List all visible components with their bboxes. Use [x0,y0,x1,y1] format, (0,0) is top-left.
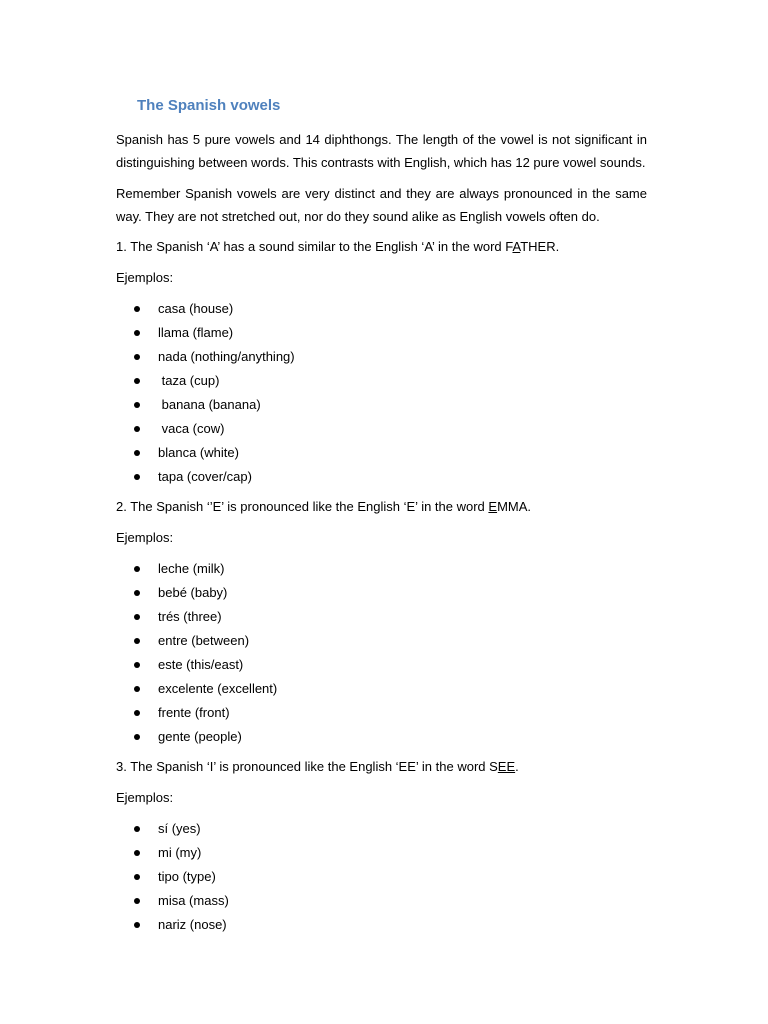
section-1-heading-end: THER. [520,239,560,254]
list-item-text: este (this/east) [158,657,244,672]
bullet-icon [134,566,140,572]
intro-paragraph-1: Spanish has 5 pure vowels and 14 diphthongs. The length of the vowel is not significant in distinguishing between words. This contrasts with English, which has 12 pure vowel sounds. [116,132,647,170]
bullet-icon [134,638,140,644]
list-item-text: taza (cup) [158,373,220,388]
bullet-icon [134,378,140,384]
section-1-heading [116,238,559,256]
list-item-text: leche (milk) [158,561,225,576]
bullet-icon [134,426,140,432]
section-3-heading [116,758,519,776]
bullet-icon [134,450,140,456]
list-item-text: nariz (nose) [158,917,227,932]
bullet-icon [134,662,140,668]
list-item-text: blanca (white) [158,445,239,460]
list-item-text: excelente (excellent) [158,681,278,696]
bullet-icon [134,330,140,336]
bullet-icon [134,710,140,716]
section-3-heading-underlined: EE [497,759,516,774]
bullet-icon [134,898,140,904]
list-item-text: misa (mass) [158,893,229,908]
list-item-text: vaca (cow) [158,421,225,436]
list-item-text: sí (yes) [158,821,201,836]
section-1-examples-label: Ejemplos: [116,270,174,285]
section-3-examples-label: Ejemplos: [116,790,174,805]
bullet-icon [134,614,140,620]
bullet-icon [134,850,140,856]
section-2-heading-end: MMA. [497,499,532,514]
section-2-examples-label: Ejemplos: [116,530,174,545]
list-item-text: banana (banana) [158,397,261,412]
bullet-icon [134,922,140,928]
section-3-heading-text: 3. The Spanish ‘I’ is pronounced like the English ‘EE’ in the word S [116,759,498,774]
list-item-text: nada (nothing/anything) [158,349,295,364]
bullet-icon [134,402,140,408]
bullet-icon [134,826,140,832]
section-2-heading [116,498,531,516]
section-1-heading-underlined: A [512,239,521,254]
list-item-text: casa (house) [158,301,234,316]
list-item-text: tipo (type) [158,869,216,884]
list-item-text: trés (three) [158,609,222,624]
section-2-heading-text: 2. The Spanish ‘’E’ is pronounced like the English ‘E’ in the word [116,499,489,514]
intro-paragraph-2: Remember Spanish vowels are very distinct and they are always pronounced in the same way. They are not stretched out, nor do they sound alike as English vowels often do. [116,186,647,224]
bullet-icon [134,874,140,880]
list-item-text: frente (front) [158,705,230,720]
list-item-text: llama (flame) [158,325,234,340]
bullet-icon [134,734,140,740]
bullet-icon [134,590,140,596]
document-title: The Spanish vowels [137,97,281,114]
list-item-text: bebé (baby) [158,585,228,600]
bullet-icon [134,354,140,360]
list-item-text: mi (my) [158,845,202,860]
list-item-text: gente (people) [158,729,242,744]
list-item-text: tapa (cover/cap) [158,469,252,484]
bullet-icon [134,474,140,480]
bullet-icon [134,686,140,692]
list-item-text: entre (between) [158,633,250,648]
section-1-heading-text: 1. The Spanish ‘A’ has a sound similar to the English ‘A’ in the word F [116,239,513,254]
section-2-heading-underlined: E [488,499,498,514]
bullet-icon [134,306,140,312]
section-3-heading-end: . [515,759,519,774]
